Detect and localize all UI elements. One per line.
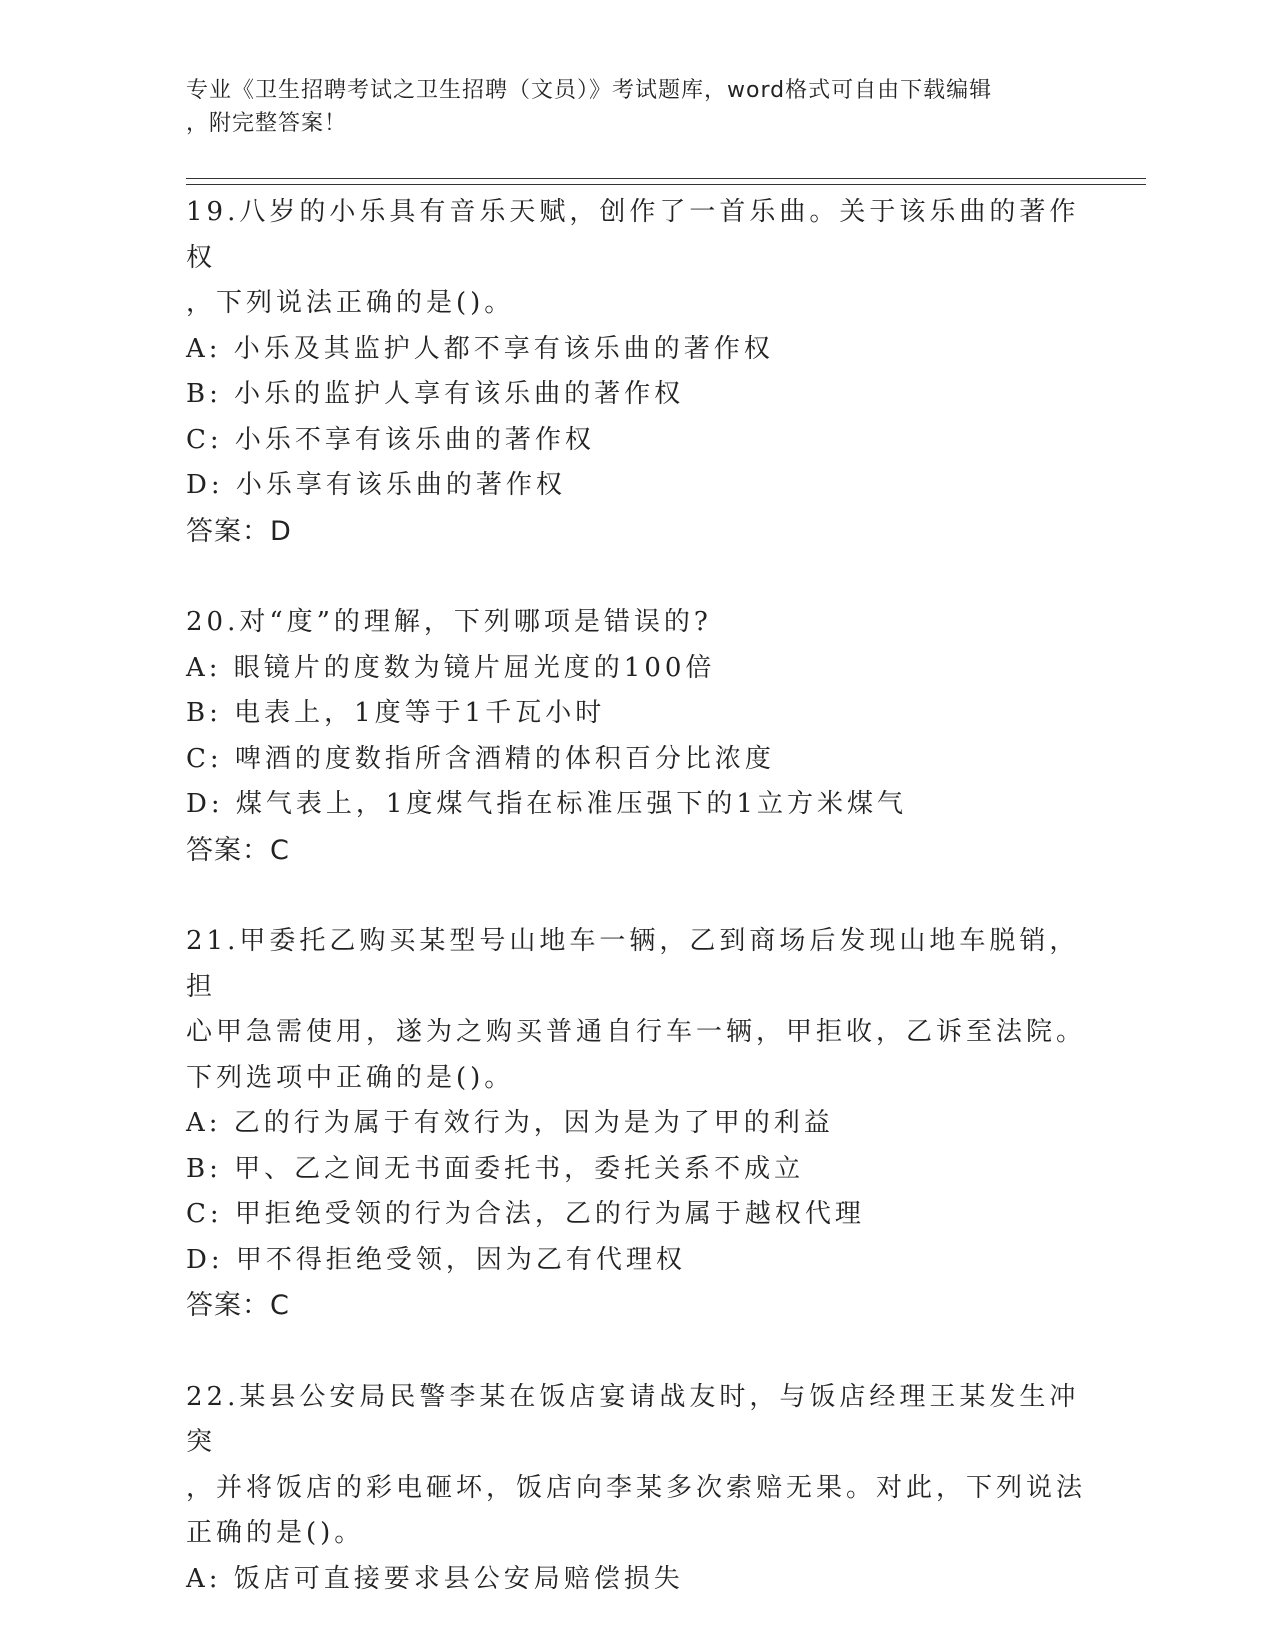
option-a: A: 乙的行为属于有效行为，因为是为了甲的利益 [186,1108,834,1138]
option-b: B: 甲、乙之间无书面委托书，委托关系不成立 [186,1153,805,1184]
answer-label: 答案：D [186,515,292,547]
question-stem-line: 21.甲委托乙购买某型号山地车一辆，乙到商场后发现山地车脱销，担 [186,926,1080,1002]
answer-label: 答案：C [186,1290,290,1321]
question-20 [186,600,1086,873]
header-line-2: ，附完整答案！ [186,111,348,136]
option-a: A: 饭店可直接要求县公安局赔偿损失 [186,1563,684,1594]
option-d: D: 甲不得拒绝受领，因为乙有代理权 [186,1244,686,1275]
question-list [186,190,1086,1648]
option-c: C: 甲拒绝受领的行为合法，乙的行为属于越权代理 [186,1199,865,1229]
question-22 [186,1375,1086,1603]
option-d: D: 煤气表上，1度煤气指在标准压强下的1立方米煤气 [186,789,907,819]
option-c: C: 小乐不享有该乐曲的著作权 [186,424,595,455]
question-stem-line: 19.八岁的小乐具有音乐天赋，创作了一首乐曲。关于该乐曲的著作权 [186,197,1080,273]
question-stem-line: 正确的是()。 [186,1518,365,1548]
option-d: D: 小乐享有该乐曲的著作权 [186,470,566,500]
question-stem-line: 22.某县公安局民警李某在饭店宴请战友时，与饭店经理王某发生冲突 [186,1381,1080,1457]
answer-label: 答案：C [186,834,290,866]
option-b: B: 小乐的监护人享有该乐曲的著作权 [186,379,685,409]
option-a: A: 眼镜片的度数为镜片屈光度的100倍 [186,652,716,683]
question-stem-line: ，下列说法正确的是()。 [186,288,515,318]
question-21 [186,919,1086,1329]
header-line-1: 专业《卫生招聘考试之卫生招聘（文员）》考试题库，word格式可自由下载编辑 [186,78,993,103]
question-stem-line: 下列选项中正确的是()。 [186,1062,515,1093]
header-divider [186,178,1146,185]
question-stem-line: 20.对“度”的理解，下列哪项是错误的? [186,607,712,637]
document-header [186,74,1066,140]
question-stem-line: ，并将饭店的彩电砸坏，饭店向李某多次索赔无果。对此，下列说法 [186,1472,1087,1503]
question-19 [186,190,1086,554]
option-c: C: 啤酒的度数指所含酒精的体积百分比浓度 [186,743,775,774]
option-a: A: 小乐及其监护人都不享有该乐曲的著作权 [186,333,774,364]
question-stem-line: 心甲急需使用，遂为之购买普通自行车一辆，甲拒收，乙诉至法院。 [186,1017,1087,1047]
option-b: B: 电表上，1度等于1千瓦小时 [186,698,606,728]
